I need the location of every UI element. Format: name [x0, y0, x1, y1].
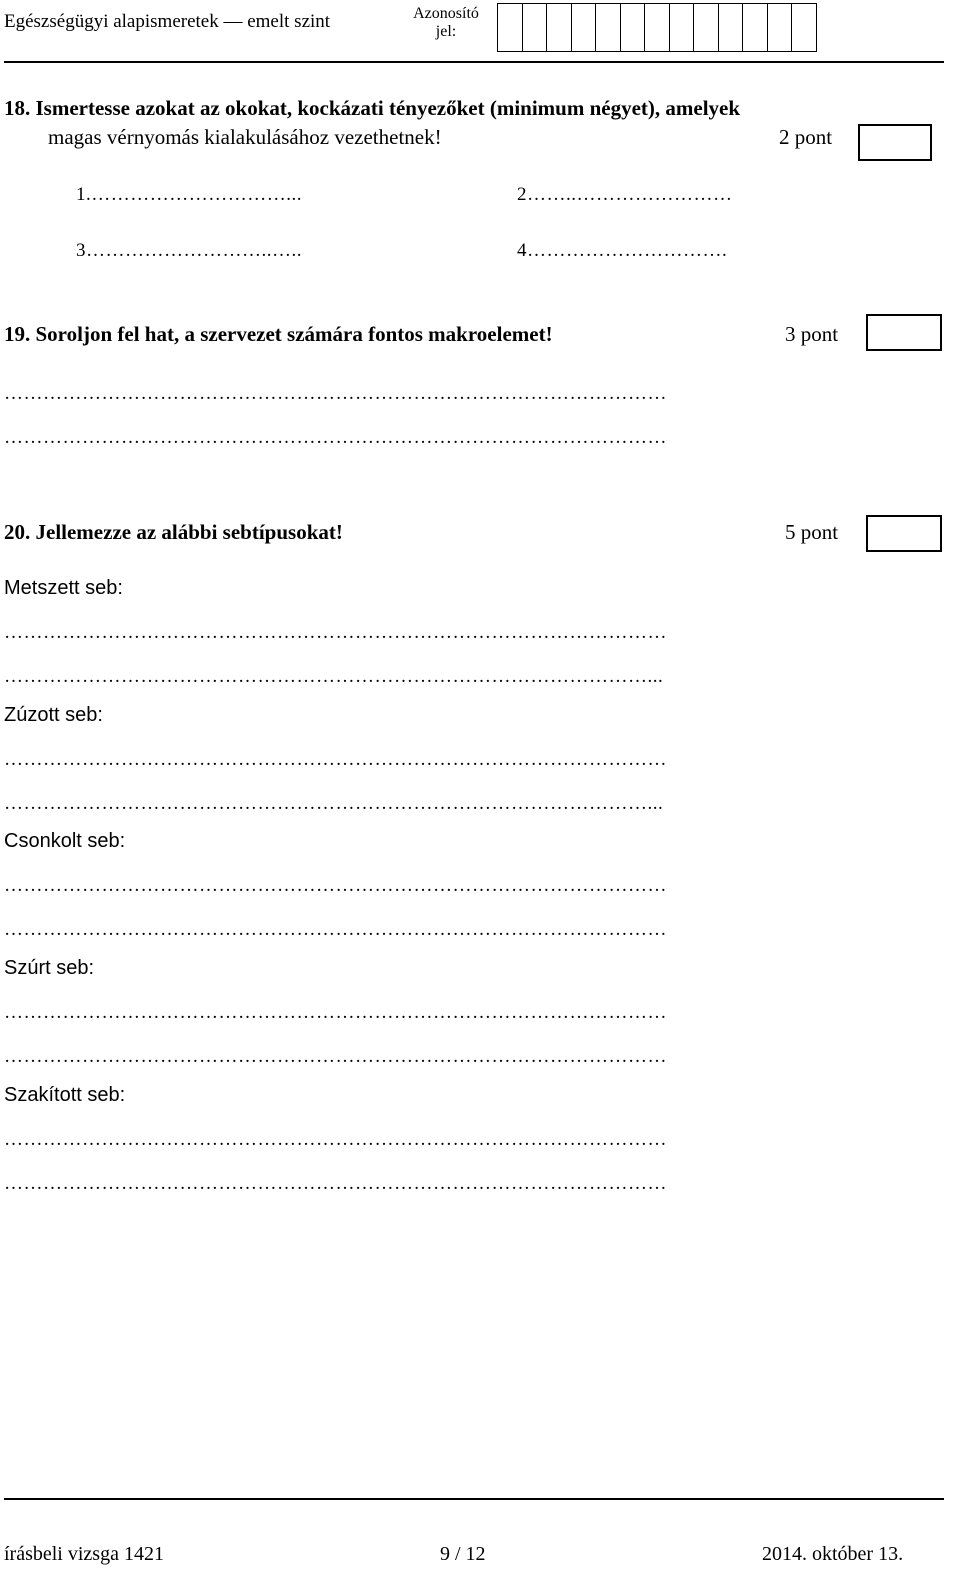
- id-box-cell[interactable]: [621, 3, 646, 52]
- q18-answer-4[interactable]: 4………………………….: [517, 240, 728, 261]
- wound-label-zuzott: Zúzott seb:: [4, 704, 103, 726]
- q19-answer-line1[interactable]: …………………………………………………………………………………………: [4, 383, 667, 404]
- id-boxes[interactable]: [497, 3, 817, 52]
- wound-label-csonkolt: Csonkolt seb:: [4, 830, 126, 852]
- id-box-cell[interactable]: [743, 3, 768, 52]
- id-box-cell[interactable]: [768, 3, 793, 52]
- wound-answer-line[interactable]: ………………………………………………………………………………………...: [4, 793, 664, 814]
- q20-question: 20. Jellemezze az alábbi sebtípusokat!: [4, 520, 343, 544]
- wound-label-szakitott: Szakított seb:: [4, 1084, 126, 1106]
- header-subject: Egészségügyi alapismeretek — emelt szint: [4, 11, 331, 32]
- q18-points: 2 pont: [779, 125, 833, 149]
- id-box-cell[interactable]: [498, 3, 523, 52]
- q20-points: 5 pont: [785, 520, 839, 544]
- wound-answer-line[interactable]: ………………………………………………………………………………………...: [4, 666, 664, 687]
- q18-answer-2[interactable]: 2……..……………………: [517, 184, 733, 205]
- id-box-cell[interactable]: [694, 3, 719, 52]
- q18-line1: 18. Ismertesse azokat az okokat, kockázati tényezőket (minimum négyet), amelyek: [4, 96, 741, 120]
- id-box-cell[interactable]: [645, 3, 670, 52]
- id-box-cell[interactable]: [719, 3, 744, 52]
- wound-answer-line[interactable]: …………………………………………………………………………………………: [4, 919, 667, 940]
- id-label: [402, 5, 490, 41]
- wound-answer-line[interactable]: …………………………………………………………………………………………: [4, 1002, 667, 1023]
- wound-answer-line[interactable]: …………………………………………………………………………………………: [4, 875, 667, 896]
- id-box-cell[interactable]: [572, 3, 597, 52]
- id-box-cell[interactable]: [670, 3, 695, 52]
- id-box-cell[interactable]: [523, 3, 548, 52]
- footer-rule: [4, 1498, 944, 1500]
- wound-answer-line[interactable]: …………………………………………………………………………………………: [4, 1129, 667, 1150]
- wound-answer-line[interactable]: …………………………………………………………………………………………: [4, 622, 667, 643]
- q18-answer-3[interactable]: 3………………………..…..: [76, 240, 302, 261]
- id-box-cell[interactable]: [792, 3, 817, 52]
- header-rule: [4, 61, 944, 63]
- q19-points: 3 pont: [785, 322, 839, 346]
- q18-answer-1[interactable]: 1.…………………………...: [76, 184, 302, 205]
- id-label-line1: Azonosító: [413, 5, 479, 22]
- q19-question: 19. Soroljon fel hat, a szervezet számára fontos makroelemet!: [4, 322, 553, 346]
- wound-answer-line[interactable]: …………………………………………………………………………………………: [4, 1046, 667, 1067]
- q19-answer-line2[interactable]: …………………………………………………………………………………………: [4, 427, 667, 448]
- q20-score-box[interactable]: [866, 515, 942, 552]
- wound-answer-line[interactable]: …………………………………………………………………………………………: [4, 749, 667, 770]
- q18-score-box[interactable]: [858, 124, 932, 161]
- wound-answer-line[interactable]: …………………………………………………………………………………………: [4, 1173, 667, 1194]
- id-box-cell[interactable]: [596, 3, 621, 52]
- q18-line2: magas vérnyomás kialakulásához vezethetnek!: [48, 125, 442, 149]
- wound-label-metszett: Metszett seb:: [4, 577, 123, 599]
- q19-score-box[interactable]: [866, 314, 942, 351]
- footer-date: 2014. október 13.: [762, 1543, 904, 1565]
- footer-exam-code: írásbeli vizsga 1421: [4, 1543, 164, 1565]
- wound-label-szurt: Szúrt seb:: [4, 957, 95, 979]
- id-label-line2: jel:: [435, 23, 457, 40]
- id-box-cell[interactable]: [547, 3, 572, 52]
- footer-page-number: 9 / 12: [440, 1543, 486, 1565]
